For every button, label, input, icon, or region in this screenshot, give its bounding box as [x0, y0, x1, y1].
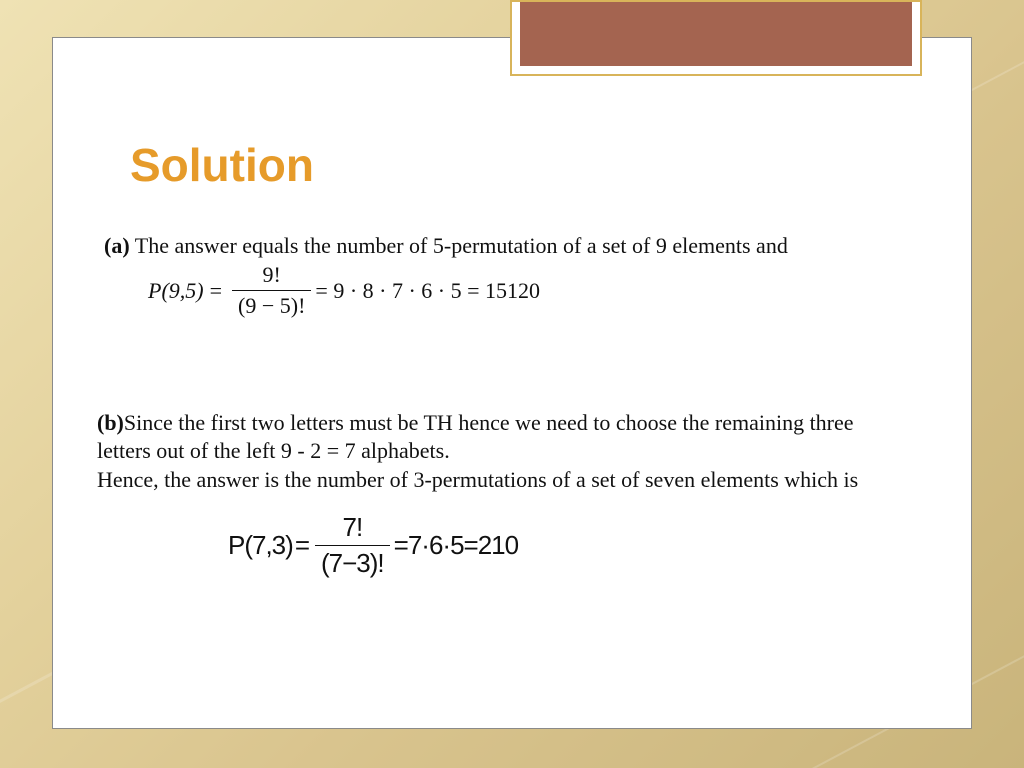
part-b-numerator: 7! — [342, 512, 363, 542]
part-a-statement — [104, 233, 788, 259]
part-a-denominator: (9 − 5)! — [238, 293, 306, 318]
part-b-line-2: letters out of the left 9 - 2 = 7 alphabets. — [97, 438, 450, 463]
header-accent-bar — [510, 0, 922, 76]
part-b-formula-lhs: P(7,3) — [228, 530, 293, 560]
part-a-label: (a) — [104, 233, 130, 258]
part-a-text: The answer equals the number of 5-permutation of a set of 9 elements and — [129, 233, 788, 258]
part-a-formula-rhs: = 9 · 8 · 7 · 6 · 5 = 15120 — [315, 277, 541, 303]
part-b-line-1 — [97, 410, 854, 436]
part-b-formula-rhs: =7·6·5=210 — [393, 530, 519, 560]
part-b-denominator: (7−3)! — [321, 548, 384, 578]
part-b-line-1-text: Since the first two letters must be TH hence we need to choose the remaining three — [123, 410, 854, 435]
part-b-line-3: Hence, the answer is the number of 3-permutations of a set of seven elements which is — [97, 467, 859, 492]
header-accent-fill — [520, 2, 912, 66]
part-b-fraction — [315, 512, 390, 579]
part-a-formula-equals: = — [209, 277, 223, 303]
part-a-formula — [148, 262, 540, 319]
part-b-label: (b) — [97, 410, 124, 435]
part-a-fraction — [232, 262, 311, 319]
part-b-formula — [228, 512, 518, 579]
part-a-formula-lhs: P(9,5) — [148, 277, 204, 303]
part-a-numerator: 9! — [262, 262, 281, 287]
slide-title: Solution — [130, 139, 314, 191]
part-b-formula-equals: = — [294, 530, 309, 560]
